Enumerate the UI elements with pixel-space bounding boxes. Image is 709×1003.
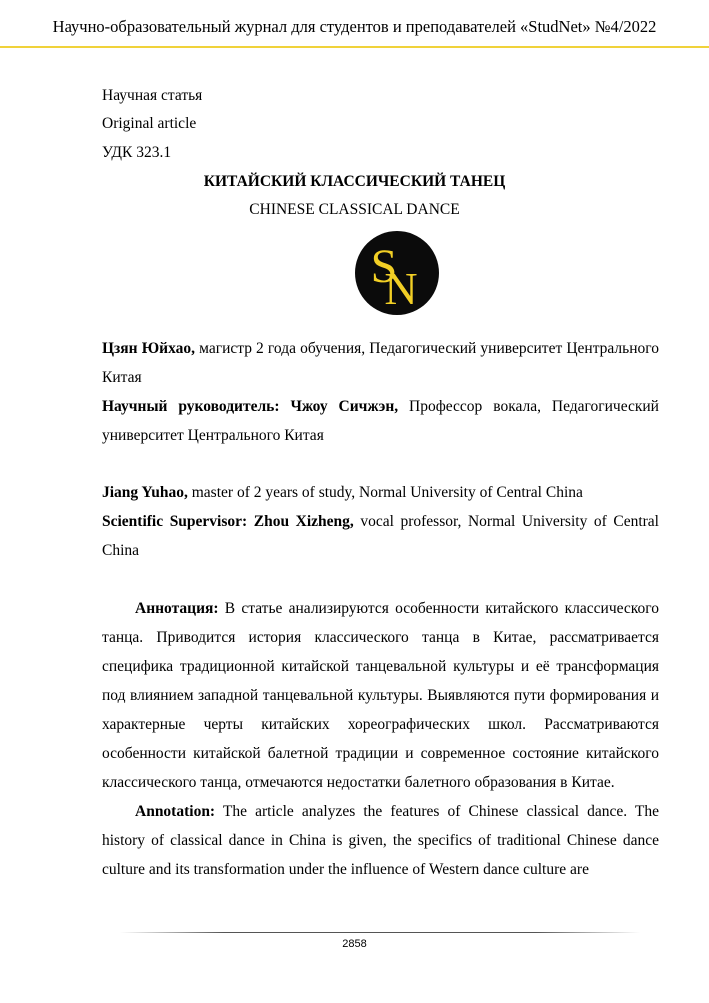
supervisor-ru — [102, 392, 659, 450]
abstract-ru — [102, 594, 659, 797]
logo-letter-n: N — [384, 263, 418, 314]
supervisor-en — [102, 507, 659, 565]
udk-code: УДК 323.1 — [102, 144, 172, 161]
article-type-en: Original article — [102, 115, 197, 132]
studnet-logo — [354, 230, 440, 316]
article-title-en: CHINESE CLASSICAL DANCE — [249, 201, 460, 218]
supervisor-label-en: Scientific Supervisor: Zhou Xizheng, — [102, 513, 354, 530]
author-desc-en: master of 2 years of study, Normal University of Central China — [187, 484, 583, 501]
supervisor-desc-en: vocal professor, Normal University of Central China — [102, 513, 659, 559]
abstract-text-en: The article analyzes the features of Chinese classical dance. The history of classical dance in China is given, the specifics of traditional Chinese dance culture and its transformation under the influence of Western dance culture are — [102, 803, 659, 878]
journal-title: Научно-образовательный журнал для студентов и преподавателей «StudNet» №4/2022 — [52, 17, 657, 36]
authors-ru — [102, 334, 659, 450]
footer-divider — [120, 932, 640, 933]
author-name-en: Jiang Yuhao, — [102, 484, 188, 501]
author-ru — [102, 334, 659, 392]
logo-letter-s: S — [370, 240, 398, 293]
abstract-en — [102, 797, 659, 884]
abstract-text-ru: В статье анализируются особенности китайского классического танца. Приводится история классического танца в Китае, рассматривается специфика традиционной китайской танцевальной культуры и её трансформация под влиянием западной танцевальной культуры. Выявляются пути формирования и характерные черты китайских хореографических школ. Рассматриваются особенности китайской балетной традиции и современное состояние китайского классического танца, отмечаются недостатки балетного образования в Китае. — [102, 600, 659, 791]
author-en — [102, 478, 659, 507]
abstract-label-en: Annotation: — [135, 803, 216, 820]
abstracts — [102, 594, 659, 884]
journal-header — [0, 0, 709, 48]
abstract-label-ru: Аннотация: — [135, 600, 219, 617]
page-number: 2858 — [342, 938, 367, 950]
author-name-ru: Цзян Юйхао, — [102, 340, 196, 357]
article-type-ru: Научная статья — [102, 87, 203, 104]
authors-en — [102, 478, 659, 565]
supervisor-label-ru: Научный руководитель: Чжоу Сичжэн, — [102, 398, 399, 415]
author-desc-ru: магистр 2 года обучения, Педагогический университет Центрального Китая — [102, 340, 659, 386]
article-title-ru: КИТАЙСКИЙ КЛАССИЧЕСКИЙ ТАНЕЦ — [203, 173, 506, 190]
supervisor-desc-ru: Профессор вокала, Педагогический университет Центрального Китая — [102, 398, 659, 444]
